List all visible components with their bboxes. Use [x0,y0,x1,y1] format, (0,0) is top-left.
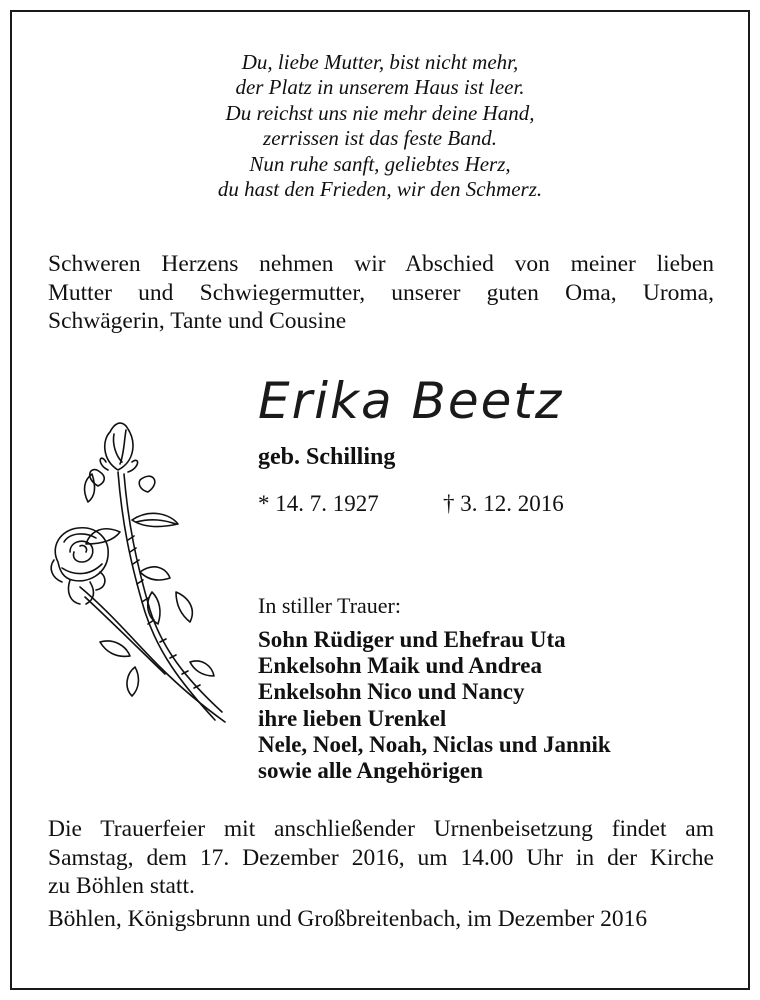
mourner-line: Enkelsohn Nico und Nancy [258,679,525,705]
poem-line: du hast den Frieden, wir den Schmerz. [217,177,543,202]
intro-line: Schweren Herzens nehmen wir Abschied von meiner lieben [48,251,714,277]
rose-icon [40,412,240,732]
mourner-line: ihre lieben Urenkel [258,705,447,731]
intro-line: Mutter und Schwiegermutter, unserer guten Oma, Uroma, [48,279,714,306]
maiden-name: geb. Schilling [258,444,396,470]
funeral-line: Samstag, dem 17. Dezember 2016, um 14.00 Uhr in der Kirche [48,844,714,871]
mourner-line: sowie alle Angehörigen [258,758,483,784]
funeral-line: Die Trauerfeier mit anschließender Urnenbeisetzung findet am [48,816,714,842]
intro-text [48,250,714,336]
mourner-line: Nele, Noel, Noah, Niclas und Jannik [258,731,611,757]
funeral-line: zu Böhlen statt. [48,873,195,899]
poem-line: Du, liebe Mutter, bist nicht mehr, [241,50,519,74]
death-date: † 3. 12. 2016 [443,491,564,516]
poem-line: der Platz in unserem Haus ist leer. [235,75,525,100]
funeral-info [48,815,714,901]
poem-line: zerrissen ist das feste Band. [263,126,497,151]
poem [0,50,760,202]
mourner-line: Sohn Rüdiger und Ehefrau Uta [258,627,566,652]
mourners-list [258,627,611,784]
intro-line: Schwägerin, Tante und Cousine [48,308,347,334]
place-and-date: Böhlen, Königsbrunn und Großbreitenbach, im Dezember 2016 [48,906,648,932]
mourner-line: Enkelsohn Maik und Andrea [258,653,542,679]
mourning-label: In stiller Trauer: [258,593,401,618]
poem-line: Du reichst uns nie mehr deine Hand, [225,100,535,125]
birth-date: * 14. 7. 1927 [258,491,379,516]
deceased-name: Erika Beetz [258,372,564,430]
poem-line: Nun ruhe sanft, geliebtes Herz, [249,151,511,176]
